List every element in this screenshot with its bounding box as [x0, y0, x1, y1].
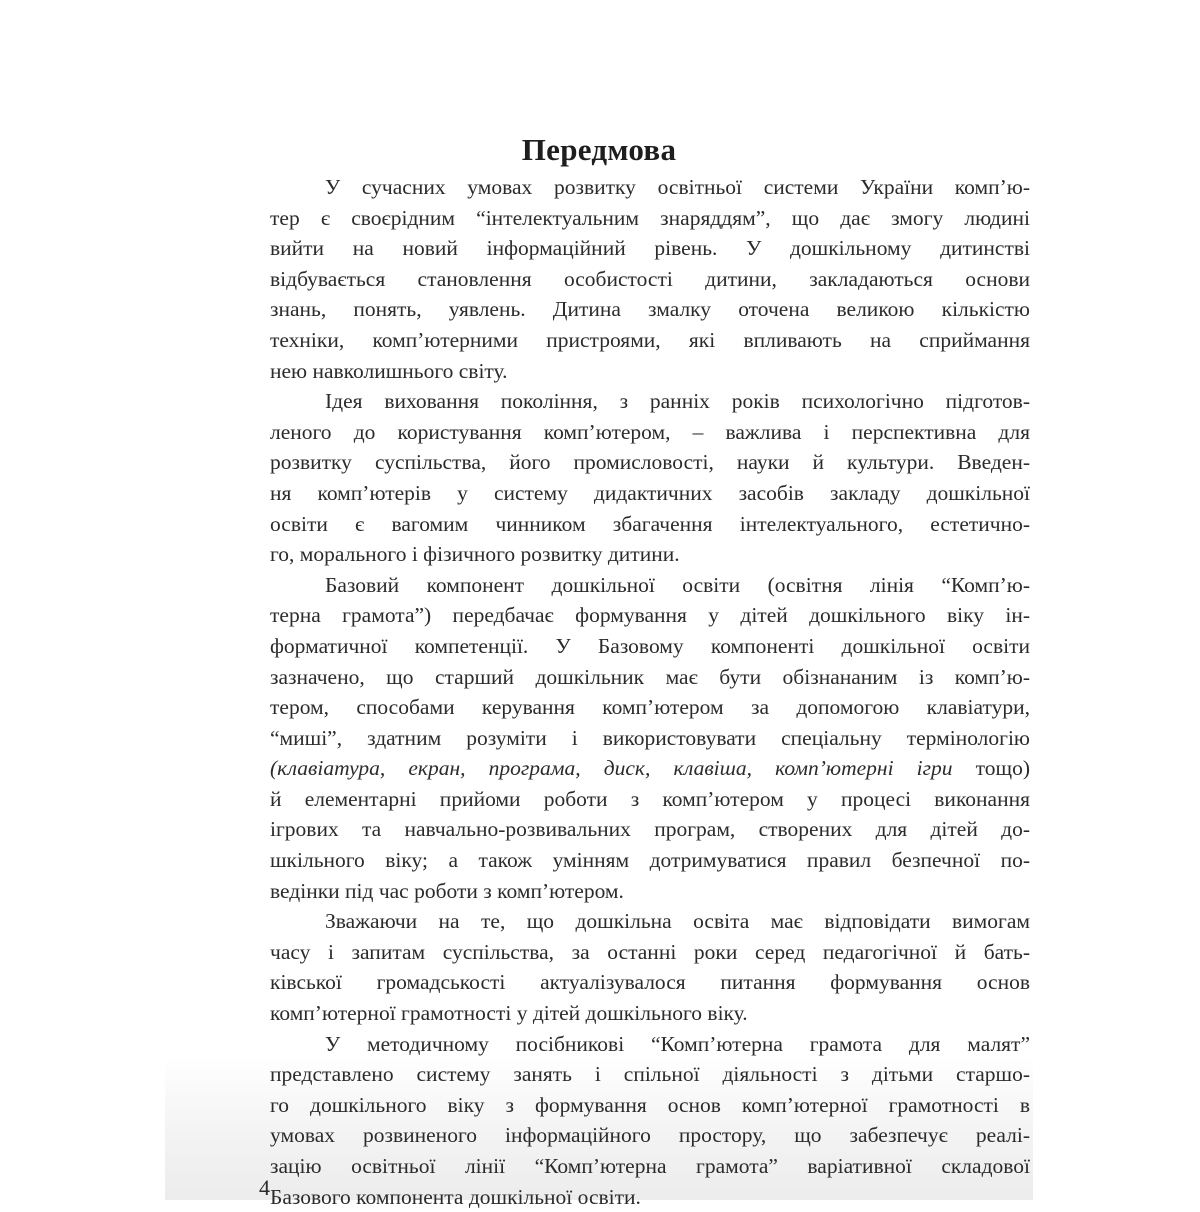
line-text: Ідея виховання покоління, з ранніх років психологічно підготов- — [325, 389, 1030, 414]
italic-terms: (клавіатура, екран, програма, диск, клавіша, комп’ютерні ігри — [270, 756, 953, 781]
text-line — [270, 172, 1030, 203]
line-text: комп’ютерної грамотності у дітей дошкільного віку. — [270, 1001, 748, 1026]
line-text: відбувається становлення особистості дитини, закладаються основи — [270, 266, 1030, 291]
text-line — [270, 539, 1030, 570]
line-text: Базового компонента дошкільної освіти. — [270, 1184, 641, 1209]
line-text: представлено систему занять і спільної діяльності з дітьми старшо- — [270, 1062, 1030, 1087]
line-text: освіти є вагомим чинником збагачення інтелектуального, естетично- — [270, 511, 1030, 536]
line-text: й елементарні прийоми роботи з комп’ютером у процесі виконання — [270, 786, 1030, 811]
text-line — [270, 325, 1030, 356]
page-title: Передмова — [521, 131, 677, 167]
text-line — [270, 906, 1030, 937]
line-text: тощо) — [952, 756, 1031, 781]
line-text: ня комп’ютерів у систему дидактичних засобів закладу дошкільної — [270, 480, 1030, 505]
text-line — [270, 509, 1030, 540]
text-line — [270, 1151, 1030, 1182]
text-line — [270, 723, 1030, 754]
text-line — [270, 478, 1030, 509]
line-text: ківської громадськості актуалізувалося питання формування основ — [270, 970, 1030, 995]
document-page — [165, 0, 1033, 1209]
line-text: знань, понять, уявлень. Дитина змалку оточена великою кількістю — [270, 297, 1030, 322]
line-text: тер є своєрідним “інтелектуальним знаряддям”, що дає змогу людині — [270, 205, 1030, 230]
line-text: “миші”, здатним розуміти і використовувати спеціальну термінологію — [270, 725, 1030, 750]
text-line — [270, 294, 1030, 325]
text-line — [270, 203, 1030, 234]
text-line — [270, 1090, 1030, 1121]
text-line — [270, 417, 1030, 448]
line-text: Базовий компонент дошкільної освіти (освітня лінія “Комп’ю- — [325, 572, 1030, 597]
text-line — [270, 1029, 1030, 1060]
text-line — [270, 876, 1030, 907]
text-line — [270, 631, 1030, 662]
text-line — [270, 264, 1030, 295]
text-line — [270, 356, 1030, 387]
line-text: У методичному посібникові “Комп’ютерна грамота для малят” — [325, 1031, 1030, 1056]
line-text: зазначено, що старший дошкільник має бути обізнананим із комп’ю- — [270, 664, 1030, 689]
line-text: форматичної компетенції. У Базовому компоненті дошкільної освіти — [270, 633, 1030, 658]
line-text: го, морального і фізичного розвитку дитини. — [270, 542, 680, 567]
text-line — [270, 570, 1030, 601]
text-line — [270, 784, 1030, 815]
line-text: шкільного віку; а також умінням дотримуватися правил безпечної по- — [270, 848, 1030, 873]
line-text: розвитку суспільства, його промисловості, науки й культури. Введен- — [270, 450, 1030, 475]
text-line — [270, 998, 1030, 1029]
line-text: часу і запитам суспільства, за останні роки серед педагогічної й бать- — [270, 939, 1030, 964]
text-line — [270, 233, 1030, 264]
line-text: техніки, комп’ютерними пристроями, які впливають на сприймання — [270, 327, 1030, 352]
text-line — [270, 1059, 1030, 1090]
text-line — [270, 447, 1030, 478]
line-text: нею навколишнього світу. — [270, 358, 508, 383]
line-text: го дошкільного віку з формування основ комп’ютерної грамотності в — [270, 1092, 1030, 1117]
text-line — [270, 600, 1030, 631]
line-text: Зважаючи на те, що дошкільна освіта має відповідати вимогам — [325, 909, 1030, 934]
line-text: ведінки під час роботи з комп’ютером. — [270, 878, 624, 903]
line-text: леного до користування комп’ютером, – важлива і перспективна для — [270, 419, 1030, 444]
line-text: зацію освітньої лінії “Комп’ютерна грамота” варіативної складової — [270, 1154, 1030, 1178]
text-line — [270, 967, 1030, 998]
line-text: терна грамота”) передбачає формування у дітей дошкільного віку ін- — [270, 603, 1030, 628]
line-text: умовах розвиненого інформаційного простору, що забезпечує реалі- — [270, 1123, 1030, 1148]
text-line — [270, 1182, 1030, 1212]
line-text: вийти на новий інформаційний рівень. У дошкільному дитинстві — [270, 236, 1030, 261]
text-line — [270, 814, 1030, 845]
text-line — [270, 753, 1030, 784]
line-text: тером, способами керування комп’ютером за допомогою клавіатури, — [270, 695, 1030, 720]
line-text: У сучасних умовах розвитку освітньої системи України комп’ю- — [325, 175, 1030, 199]
text-line — [270, 1120, 1030, 1151]
page-number: 4 — [259, 1175, 270, 1200]
text-line — [270, 386, 1030, 417]
line-text: ігрових та навчально-розвивальних програм, створених для дітей до- — [270, 817, 1030, 842]
text-line — [270, 662, 1030, 693]
text-line — [270, 692, 1030, 723]
text-line — [270, 845, 1030, 876]
body-text — [270, 172, 1030, 1212]
text-line — [270, 937, 1030, 968]
